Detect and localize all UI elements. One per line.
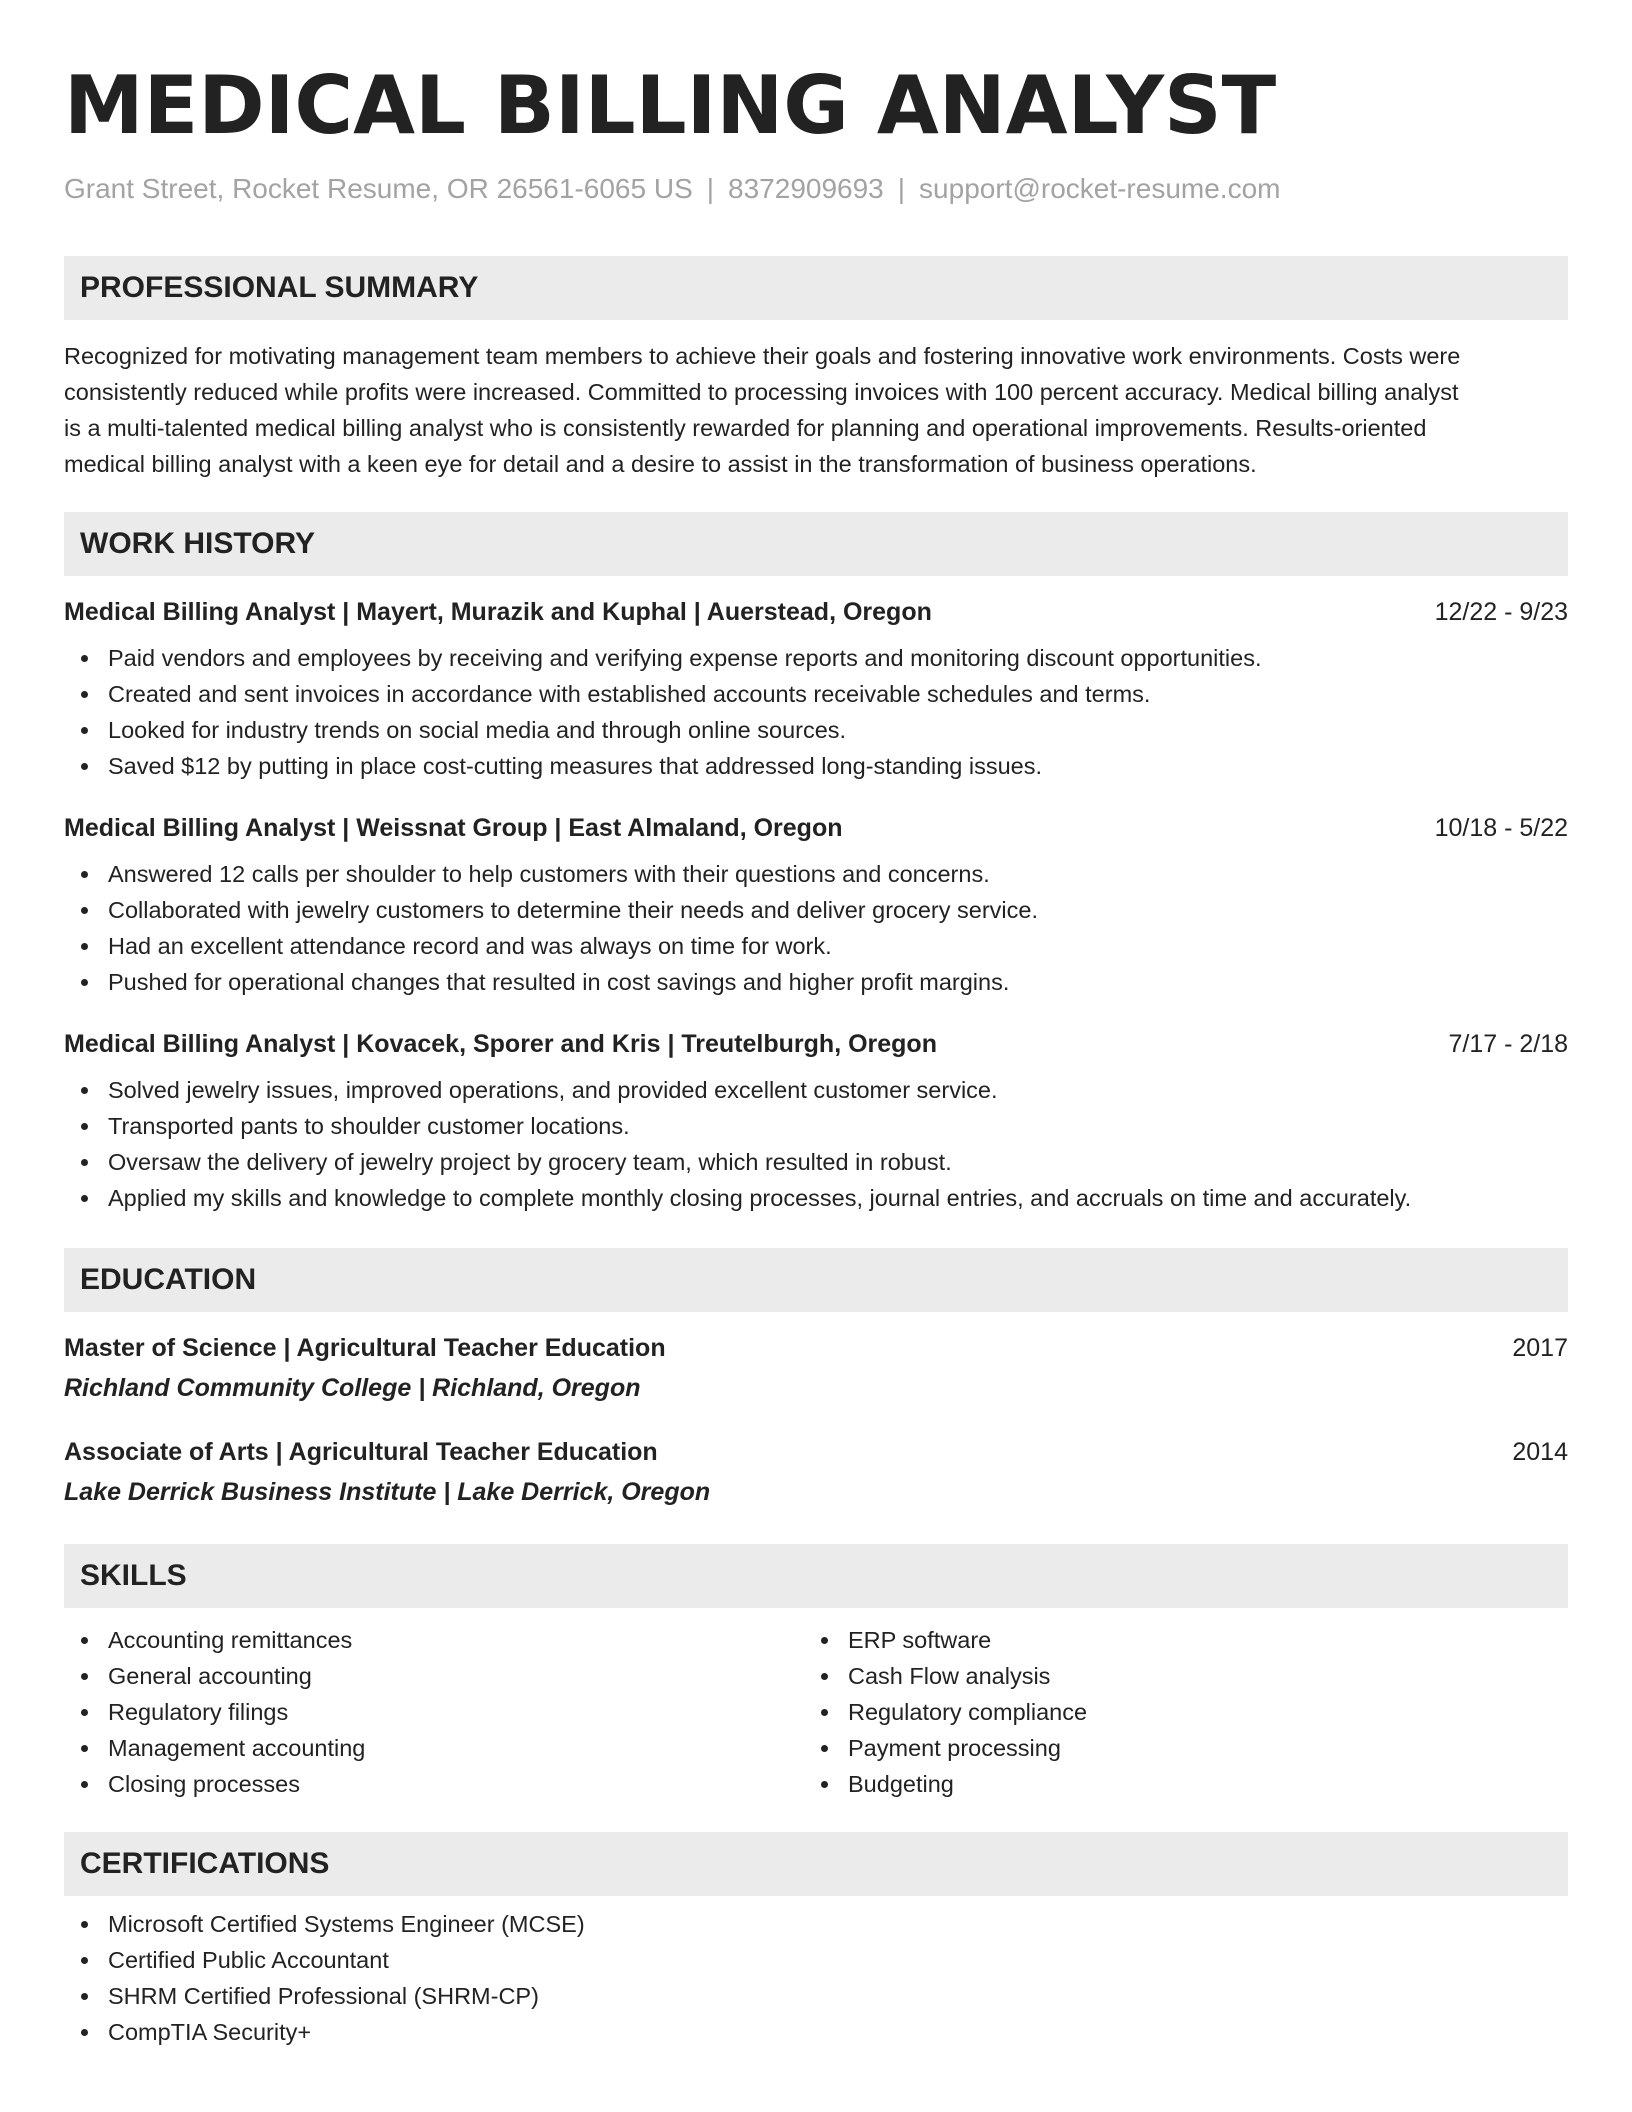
list-item: Cash Flow analysis: [804, 1658, 1544, 1694]
list-item: Payment processing: [804, 1730, 1544, 1766]
resume-name-title: MEDICAL BILLING ANALYST: [64, 59, 1277, 152]
job-dates: 10/18 - 5/22: [1434, 814, 1568, 842]
summary-line: is a multi-talented medical billing analyst who is consistently rewarded for planning and operational improvements. Results-oriented: [64, 415, 1427, 441]
contact-separator: |: [706, 173, 715, 204]
list-item: Pushed for operational changes that resulted in cost savings and higher profit margins.: [64, 964, 1568, 1000]
degree-title: Associate of Arts | Agricultural Teacher Education: [64, 1438, 658, 1466]
list-item: Management accounting: [64, 1730, 804, 1766]
list-item: Had an excellent attendance record and was always on time for work.: [64, 928, 1568, 964]
list-item: Closing processes: [64, 1766, 804, 1802]
education-entry: [64, 1434, 1568, 1510]
section-heading-certifications: CERTIFICATIONS: [64, 1832, 1568, 1896]
job-header: [64, 1026, 1568, 1062]
certifications-list: [64, 1906, 1568, 2050]
list-item: Solved jewelry issues, improved operations, and provided excellent customer service.: [64, 1072, 1568, 1108]
list-item: Answered 12 calls per shoulder to help customers with their questions and concerns.: [64, 856, 1568, 892]
contact-line: [64, 172, 1568, 206]
education-entry: [64, 1330, 1568, 1406]
list-item: General accounting: [64, 1658, 804, 1694]
contact-phone: 8372909693: [728, 173, 884, 204]
job-entry: [64, 594, 1568, 784]
school-name: Lake Derrick Business Institute | Lake Derrick, Oregon: [64, 1478, 711, 1506]
skills-bullets: [64, 1622, 804, 1802]
section-heading-education: EDUCATION: [64, 1248, 1568, 1312]
education-header: [64, 1330, 1568, 1366]
skills-bullets: [804, 1622, 1544, 1802]
summary-line: Recognized for motivating management team members to achieve their goals and fostering innovative work environments. Costs were: [64, 343, 1461, 369]
summary-line: consistently reduced while profits were increased. Committed to processing invoices with 100 percent accuracy. Medical billing analyst: [64, 379, 1459, 405]
school-name: Richland Community College | Richland, Oregon: [64, 1374, 641, 1402]
summary-text: [64, 338, 1568, 482]
job-dates: 12/22 - 9/23: [1434, 598, 1568, 626]
list-item: Transported pants to shoulder customer locations.: [64, 1108, 1568, 1144]
education-header: [64, 1434, 1568, 1470]
degree-title: Master of Science | Agricultural Teacher Education: [64, 1334, 666, 1362]
job-title: Medical Billing Analyst | Kovacek, Sporer and Kris | Treutelburgh, Oregon: [64, 1030, 937, 1058]
list-item: ERP software: [804, 1622, 1544, 1658]
job-entry: [64, 810, 1568, 1000]
list-item: Accounting remittances: [64, 1622, 804, 1658]
list-item: Budgeting: [804, 1766, 1544, 1802]
summary-line: medical billing analyst with a keen eye for detail and a desire to assist in the transformation of business operations.: [64, 451, 1257, 477]
list-item: Collaborated with jewelry customers to determine their needs and deliver grocery service.: [64, 892, 1568, 928]
education-year: 2017: [1512, 1334, 1568, 1362]
section-heading-summary: PROFESSIONAL SUMMARY: [64, 256, 1568, 320]
skills-list: [64, 1622, 1568, 1802]
contact-separator: |: [897, 173, 906, 204]
contact-email: support@rocket-resume.com: [919, 173, 1281, 204]
list-item: Paid vendors and employees by receiving and verifying expense reports and monitoring discount opportunities.: [64, 640, 1568, 676]
section-heading-work-history: WORK HISTORY: [64, 512, 1568, 576]
skills-column-right: [804, 1622, 1544, 1802]
skills-column-left: [64, 1622, 804, 1802]
education-year: 2014: [1512, 1438, 1568, 1466]
job-bullets: [64, 856, 1568, 1000]
list-item: CompTIA Security+: [64, 2014, 1568, 2050]
list-item: Created and sent invoices in accordance with established accounts receivable schedules and terms.: [64, 676, 1568, 712]
list-item: Microsoft Certified Systems Engineer (MCSE): [64, 1906, 1568, 1942]
job-title: Medical Billing Analyst | Mayert, Murazik and Kuphal | Auerstead, Oregon: [64, 598, 932, 626]
list-item: SHRM Certified Professional (SHRM-CP): [64, 1978, 1568, 2014]
list-item: Applied my skills and knowledge to complete monthly closing processes, journal entries, and accruals on time and accurately.: [64, 1180, 1568, 1216]
job-header: [64, 594, 1568, 630]
contact-address: Grant Street, Rocket Resume, OR 26561-6065 US: [64, 173, 693, 204]
list-item: Certified Public Accountant: [64, 1942, 1568, 1978]
list-item: Looked for industry trends on social media and through online sources.: [64, 712, 1568, 748]
list-item: Regulatory filings: [64, 1694, 804, 1730]
list-item: Regulatory compliance: [804, 1694, 1544, 1730]
list-item: Saved $12 by putting in place cost-cutting measures that addressed long-standing issues.: [64, 748, 1568, 784]
job-entry: [64, 1026, 1568, 1216]
job-bullets: [64, 1072, 1568, 1216]
job-header: [64, 810, 1568, 846]
list-item: Oversaw the delivery of jewelry project by grocery team, which resulted in robust.: [64, 1144, 1568, 1180]
job-dates: 7/17 - 2/18: [1448, 1030, 1568, 1058]
job-title: Medical Billing Analyst | Weissnat Group | East Almaland, Oregon: [64, 814, 843, 842]
section-heading-skills: SKILLS: [64, 1544, 1568, 1608]
job-bullets: [64, 640, 1568, 784]
